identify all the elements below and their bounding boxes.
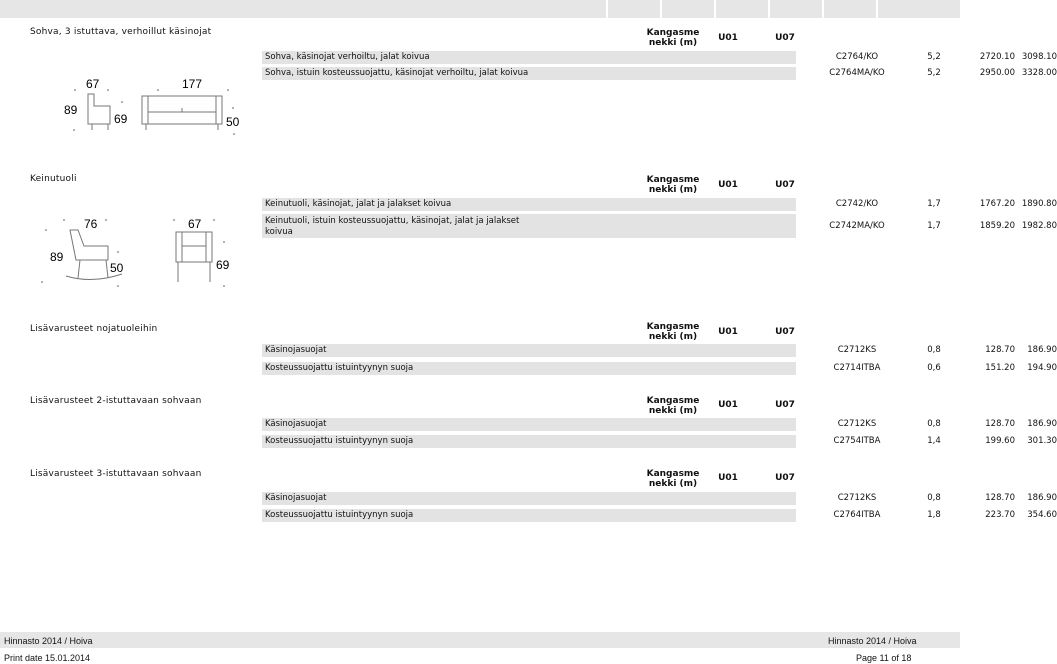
- table-row: [262, 418, 1057, 431]
- header-u01: U01: [718, 400, 738, 410]
- dim-seat-height: 69: [216, 258, 230, 272]
- print-date: Print date 15.01.2014: [4, 653, 91, 663]
- table-row: [262, 67, 1057, 80]
- product-name: Kosteussuojattu istuintyynyn suoja: [265, 510, 414, 520]
- price-u01: 1859.20: [979, 221, 1015, 231]
- fabric-amount: 1,7: [927, 199, 941, 209]
- footer-bar: [0, 632, 960, 648]
- product-name: Keinutuoli, istuin kosteussuojattu, käsinojat, jalat ja jalakset koivua: [265, 216, 520, 237]
- dim-depth: 67: [86, 77, 100, 91]
- section-title: Lisävarusteet nojatuoleihin: [30, 324, 158, 334]
- fabric-amount: 0,8: [927, 345, 941, 355]
- fabric-amount: 0,6: [927, 363, 941, 373]
- product-name: Keinutuoli, käsinojat, jalat ja jalakset koivua: [265, 199, 452, 209]
- sofa-dimension-drawing: [50, 72, 250, 138]
- price-u01: 199.60: [985, 436, 1015, 446]
- fabric-amount: 5,2: [927, 68, 941, 78]
- top-bar-cell: [768, 0, 822, 18]
- top-bar: [0, 0, 960, 18]
- price-u01: 2950.00: [979, 68, 1015, 78]
- section-title: Sohva, 3 istuttava, verhoillut käsinojat: [30, 27, 212, 37]
- header-kangasmenekki: Kangasme nekki (m): [646, 175, 700, 195]
- price-u07: 186.90: [1027, 345, 1057, 355]
- fabric-amount: 5,2: [927, 52, 941, 62]
- section-title: Keinutuoli: [30, 174, 77, 184]
- rocking-chair-dimension-drawing: [36, 212, 246, 290]
- price-u01: 128.70: [985, 419, 1015, 429]
- header-u01: U01: [718, 180, 738, 190]
- header-u01: U01: [718, 33, 738, 43]
- product-code: C2764ITBA: [833, 510, 881, 520]
- price-u07: 3328.00: [1021, 68, 1057, 78]
- header-u01: U01: [718, 327, 738, 337]
- product-code: C2754ITBA: [833, 436, 881, 446]
- product-code: C2712KS: [837, 493, 877, 503]
- footer-right-title: Hinnasto 2014 / Hoiva: [828, 636, 917, 646]
- product-code: C2764/KO: [835, 52, 879, 62]
- header-u07: U07: [775, 473, 795, 483]
- product-code: C2712KS: [837, 419, 877, 429]
- fabric-amount: 1,8: [927, 510, 941, 520]
- product-code: C2742MA/KO: [829, 221, 885, 231]
- price-u07: 301.30: [1027, 436, 1057, 446]
- header-u01: U01: [718, 473, 738, 483]
- product-name: Sohva, istuin kosteussuojattu, käsinojat verhoiltu, jalat koivua: [265, 68, 529, 78]
- table-row: [262, 51, 1057, 64]
- dim-seat-height: 50: [226, 115, 240, 129]
- footer-left-title: Hinnasto 2014 / Hoiva: [4, 636, 93, 646]
- product-name: Käsinojasuojat: [265, 419, 327, 429]
- product-code: C2764MA/KO: [829, 68, 885, 78]
- table-row: [262, 198, 1057, 211]
- product-code: C2714ITBA: [833, 363, 881, 373]
- price-u01: 151.20: [985, 363, 1015, 373]
- table-row: [262, 492, 1057, 505]
- header-kangasmenekki: Kangasme nekki (m): [646, 322, 700, 342]
- price-u07: 194.90: [1027, 363, 1057, 373]
- product-name: Käsinojasuojat: [265, 493, 327, 503]
- table-row: [262, 362, 1057, 375]
- product-name: Kosteussuojattu istuintyynyn suoja: [265, 363, 414, 373]
- price-u07: 186.90: [1027, 493, 1057, 503]
- dim-width: 67: [188, 217, 202, 231]
- price-u01: 128.70: [985, 493, 1015, 503]
- fabric-amount: 0,8: [927, 493, 941, 503]
- top-bar-cell: [606, 0, 660, 18]
- price-u01: 128.70: [985, 345, 1015, 355]
- product-name: Sohva, käsinojat verhoiltu, jalat koivua: [265, 52, 430, 62]
- header-kangasmenekki: Kangasme nekki (m): [646, 28, 700, 48]
- price-u07: 354.60: [1027, 510, 1057, 520]
- header-kangasmenekki: Kangasme nekki (m): [646, 469, 700, 489]
- section-title: Lisävarusteet 3-istuttavaan sohvaan: [30, 469, 202, 479]
- dim-width: 177: [182, 77, 203, 91]
- header-u07: U07: [775, 33, 795, 43]
- price-u01: 223.70: [985, 510, 1015, 520]
- header-u07: U07: [775, 327, 795, 337]
- price-u07: 186.90: [1027, 419, 1057, 429]
- table-row: [262, 214, 1057, 238]
- dim-height: 89: [50, 250, 64, 264]
- top-bar-cell: [660, 0, 714, 18]
- table-row: [262, 344, 1057, 357]
- dim-depth: 76: [84, 217, 98, 231]
- product-name: Käsinojasuojat: [265, 345, 327, 355]
- price-u07: 3098.10: [1021, 52, 1057, 62]
- fabric-amount: 1,4: [927, 436, 941, 446]
- product-code: C2742/KO: [835, 199, 879, 209]
- dim-seat-depth: 50: [110, 261, 124, 275]
- price-u07: 1982.80: [1021, 221, 1057, 231]
- header-u07: U07: [775, 180, 795, 190]
- fabric-amount: 0,8: [927, 419, 941, 429]
- table-row: [262, 509, 1057, 522]
- price-u01: 1767.20: [979, 199, 1015, 209]
- table-row: [262, 435, 1057, 448]
- top-bar-cell: [714, 0, 768, 18]
- product-code: C2712KS: [837, 345, 877, 355]
- header-kangasmenekki: Kangasme nekki (m): [646, 396, 700, 416]
- dim-height: 89: [64, 103, 78, 117]
- price-u01: 2720.10: [979, 52, 1015, 62]
- page-number: Page 11 of 18: [856, 653, 912, 663]
- top-bar-cell: [876, 0, 962, 18]
- section-title: Lisävarusteet 2-istuttavaan sohvaan: [30, 396, 202, 406]
- dim-seat-depth: 69: [114, 112, 128, 126]
- product-name: Kosteussuojattu istuintyynyn suoja: [265, 436, 414, 446]
- price-u07: 1890.80: [1021, 199, 1057, 209]
- fabric-amount: 1,7: [927, 221, 941, 231]
- top-bar-cell: [822, 0, 876, 18]
- header-u07: U07: [775, 400, 795, 410]
